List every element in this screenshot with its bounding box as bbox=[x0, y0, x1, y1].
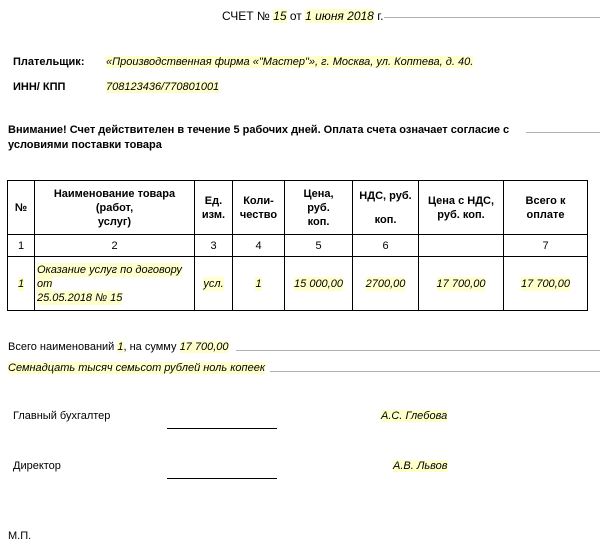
title-from: от bbox=[289, 9, 302, 23]
payer-value: «Производственная фирма «"Мастер"», г. Москва, ул. Коптева, д. 40. bbox=[106, 56, 474, 68]
row-vat bbox=[353, 257, 419, 311]
col-number: 2 bbox=[35, 235, 195, 257]
row-price bbox=[285, 257, 353, 311]
summary-line bbox=[8, 341, 229, 353]
row-total bbox=[504, 257, 588, 311]
header-name-line: услуг) bbox=[97, 215, 132, 228]
director-signature-line bbox=[167, 478, 277, 479]
row-num-value: 1 bbox=[17, 277, 25, 290]
director-name: А.В. Львов bbox=[393, 460, 448, 472]
row-price-vat-value: 17 700,00 bbox=[436, 277, 486, 290]
col-number bbox=[419, 235, 504, 257]
header-qty bbox=[233, 181, 285, 235]
in-words-rule bbox=[270, 371, 600, 372]
col-number: 3 bbox=[195, 235, 233, 257]
header-vat bbox=[353, 181, 419, 235]
col-number: 5 bbox=[285, 235, 353, 257]
notice-line-1: Внимание! Счет действителен в течение 5 рабочих дней. Оплата счета означает согласие с bbox=[8, 124, 510, 136]
summary-mid: , на сумму bbox=[123, 341, 177, 353]
row-name-line: от bbox=[37, 277, 53, 290]
row-unit-value: усл. bbox=[203, 277, 224, 290]
title-prefix: СЧЕТ № bbox=[222, 9, 270, 23]
row-name bbox=[35, 257, 195, 311]
header-total-line: Всего к bbox=[525, 194, 566, 207]
header-unit bbox=[195, 181, 233, 235]
row-vat-value: 2700,00 bbox=[365, 277, 406, 290]
row-name-line: 25.05.2018 № 15 bbox=[37, 291, 123, 304]
accountant-label: Главный бухгалтер bbox=[13, 410, 111, 422]
row-price-value: 15 000,00 bbox=[294, 277, 343, 290]
notice-line-2: условиями поставки товара bbox=[8, 139, 162, 151]
summary-prefix: Всего наименований bbox=[8, 341, 115, 353]
col-number: 4 bbox=[233, 235, 285, 257]
col-number: 7 bbox=[504, 235, 588, 257]
director-label: Директор bbox=[13, 460, 61, 472]
header-num: № bbox=[8, 181, 35, 235]
header-price-line: руб. bbox=[307, 201, 330, 214]
header-unit-line: Ед. bbox=[204, 194, 223, 207]
col-number: 1 bbox=[8, 235, 35, 257]
header-price-vat-line: руб. коп. bbox=[437, 208, 485, 221]
header-vat-line: НДС, руб. bbox=[359, 189, 412, 202]
header-price-vat bbox=[419, 181, 504, 235]
row-total-value: 17 700,00 bbox=[521, 277, 570, 290]
accountant-signature-line bbox=[167, 428, 277, 429]
header-unit-line: изм. bbox=[201, 208, 226, 221]
table-header-row bbox=[8, 181, 588, 235]
header-qty-line: Коли- bbox=[243, 194, 274, 207]
summary-in-words: Семнадцать тысяч семьсот рублей ноль копеек bbox=[8, 362, 266, 374]
header-price-vat-line: Цена с НДС, bbox=[427, 194, 495, 207]
header-price-line: Цена, bbox=[303, 187, 334, 200]
table-column-numbers-row bbox=[8, 235, 588, 257]
table-row bbox=[8, 257, 588, 311]
row-num bbox=[8, 257, 35, 311]
header-qty-line: чество bbox=[239, 208, 278, 221]
summary-rule bbox=[236, 350, 600, 351]
header-name bbox=[35, 181, 195, 235]
header-total-line: оплате bbox=[526, 208, 565, 221]
invoice-number: 15 bbox=[273, 9, 287, 23]
summary-amount: 17 700,00 bbox=[179, 341, 229, 353]
notice-rule bbox=[526, 132, 600, 133]
header-price-line: коп. bbox=[307, 215, 330, 228]
invoice-table bbox=[7, 180, 588, 311]
summary-count: 1 bbox=[117, 341, 124, 353]
invoice-title bbox=[222, 9, 383, 23]
header-price bbox=[285, 181, 353, 235]
col-number: 6 bbox=[353, 235, 419, 257]
header-total bbox=[504, 181, 588, 235]
title-rule bbox=[384, 17, 600, 18]
header-name-line: Наименование товара bbox=[53, 187, 176, 200]
accountant-name: А.С. Глебова bbox=[381, 410, 448, 422]
header-vat-line: коп. bbox=[374, 213, 397, 226]
row-price-vat bbox=[419, 257, 504, 311]
row-qty bbox=[233, 257, 285, 311]
header-name-line: (работ, bbox=[95, 201, 134, 214]
row-unit bbox=[195, 257, 233, 311]
stamp-place: М.П. bbox=[8, 530, 32, 542]
row-qty-value: 1 bbox=[255, 277, 262, 290]
payer-label: Плательщик: bbox=[13, 56, 85, 68]
row-name-line: Оказание услуг по договору bbox=[37, 263, 182, 276]
title-year-suffix: г. bbox=[377, 9, 384, 23]
invoice-date: 1 июня 2018 bbox=[305, 9, 374, 23]
inn-kpp-label: ИНН/ КПП bbox=[13, 81, 66, 93]
inn-kpp-value: 708123436/770801001 bbox=[106, 81, 220, 93]
